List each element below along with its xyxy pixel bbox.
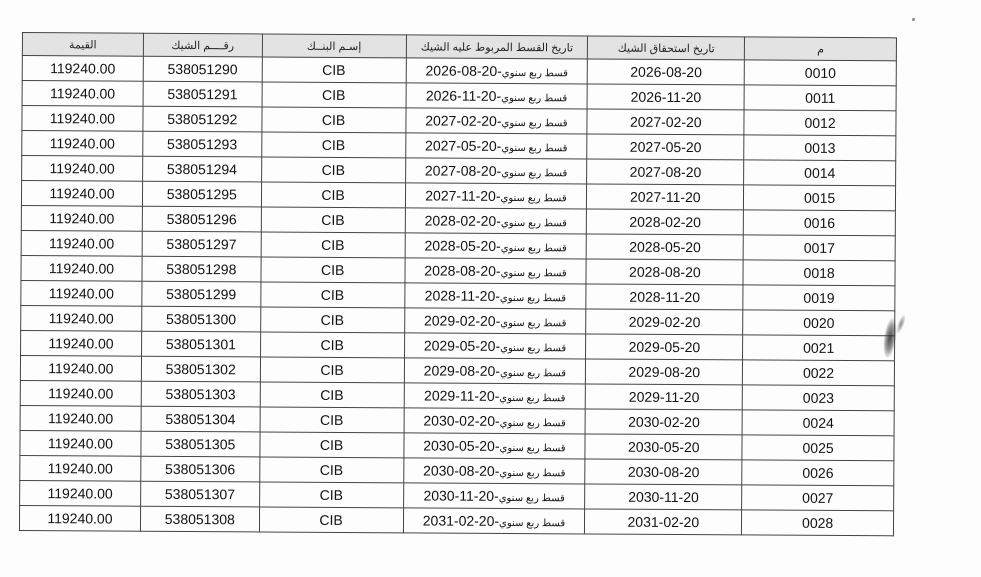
cell-value: 119240.00 — [21, 181, 142, 207]
cell-sequence: 0027 — [742, 485, 894, 511]
cell-due-date: 2029-11-20 — [586, 384, 743, 410]
cell-sequence: 0016 — [744, 210, 896, 236]
cell-bank: CIB — [261, 132, 405, 158]
cell-bank: CIB — [261, 257, 405, 283]
installment-date: 2027-02-20 — [425, 112, 497, 129]
installment-type: قسط ربع سنوي — [500, 192, 567, 205]
cell-value: 119240.00 — [21, 205, 142, 231]
installment-type: قسط ربع سنوي — [499, 392, 566, 405]
cell-installment — [404, 308, 586, 334]
installment-date: 2026-11-20 — [425, 87, 497, 104]
installment-date: 2029-08-20 — [423, 362, 496, 379]
cell-due-date: 2028-08-20 — [586, 259, 743, 285]
cell-cheque-number: 538051298 — [142, 256, 261, 282]
table-body — [19, 56, 896, 536]
installment-date: 2029-02-20 — [423, 312, 496, 329]
cell-cheque-number: 538051300 — [142, 306, 261, 332]
cell-installment — [404, 258, 586, 284]
installment-separator: - — [494, 437, 500, 454]
cell-due-date: 2030-08-20 — [585, 459, 742, 485]
cell-bank: CIB — [262, 82, 406, 108]
installment-type: قسط ربع سنوي — [499, 442, 566, 455]
installment-separator: - — [494, 487, 499, 504]
cell-sequence: 0025 — [742, 435, 894, 461]
cell-cheque-number: 538051308 — [140, 506, 259, 532]
cell-bank: CIB — [260, 382, 404, 408]
cell-cheque-number: 538051296 — [142, 206, 261, 232]
cell-value: 119240.00 — [22, 131, 143, 157]
installment-date: 2030-08-20 — [423, 462, 495, 479]
installment-date: 2027-08-20 — [424, 162, 497, 179]
installment-date: 2028-02-20 — [424, 212, 497, 229]
cell-bank: CIB — [261, 207, 405, 233]
cell-bank: CIB — [260, 432, 404, 458]
installment-type: قسط ربع سنوي — [500, 267, 567, 280]
installment-type: قسط ربع سنوي — [500, 317, 567, 330]
cell-bank: CIB — [261, 232, 405, 258]
cell-value: 119240.00 — [19, 505, 140, 531]
installment-type: قسط ربع سنوي — [501, 92, 568, 105]
cell-due-date: 2029-08-20 — [586, 359, 743, 385]
cell-value: 119240.00 — [20, 480, 141, 506]
installment-type: قسط ربع سنوي — [501, 167, 568, 180]
cell-due-date: 2027-02-20 — [587, 109, 744, 135]
installment-date: 2028-11-20 — [424, 287, 496, 304]
installment-separator: - — [496, 112, 502, 129]
installment-separator: - — [494, 387, 500, 404]
cell-installment — [403, 483, 585, 509]
cell-installment — [406, 58, 588, 84]
cell-due-date: 2026-08-20 — [588, 59, 745, 85]
cell-value: 119240.00 — [21, 255, 142, 281]
installment-separator: - — [496, 212, 501, 229]
installment-type: قسط ربع سنوي — [499, 517, 566, 530]
cell-sequence: 0015 — [744, 185, 896, 211]
cell-bank: CIB — [260, 407, 404, 433]
header-due-date: تاريخ استحقاق الشيك — [588, 36, 745, 60]
cell-sequence: 0017 — [743, 235, 895, 261]
cell-installment — [404, 383, 586, 409]
installment-date: 2027-11-20 — [425, 187, 496, 204]
cell-cheque-number: 538051299 — [142, 281, 261, 307]
installment-separator: - — [496, 162, 502, 179]
cell-sequence: 0020 — [743, 310, 895, 336]
cell-bank: CIB — [262, 107, 406, 133]
cell-value: 119240.00 — [20, 355, 141, 381]
cell-cheque-number: 538051302 — [141, 356, 260, 382]
cell-cheque-number: 538051307 — [140, 481, 259, 507]
installment-separator: - — [496, 137, 502, 154]
cell-cheque-number: 538051304 — [141, 406, 260, 432]
installment-separator: - — [494, 462, 500, 479]
cell-cheque-number: 538051290 — [143, 56, 262, 82]
cell-installment — [403, 508, 585, 534]
cell-installment — [404, 333, 586, 359]
installment-separator: - — [496, 87, 502, 104]
cell-due-date: 2029-05-20 — [586, 334, 743, 360]
cell-cheque-number: 538051303 — [141, 381, 260, 407]
installment-separator: - — [494, 512, 500, 529]
cell-value: 119240.00 — [20, 380, 141, 406]
cell-sequence: 0018 — [743, 260, 895, 286]
cell-due-date: 2029-02-20 — [586, 309, 743, 335]
cell-installment — [403, 433, 585, 459]
cell-bank: CIB — [259, 482, 403, 508]
cell-sequence: 0011 — [744, 85, 896, 111]
cell-sequence: 0021 — [743, 335, 895, 361]
cell-value: 119240.00 — [22, 81, 143, 107]
cell-installment — [404, 358, 586, 384]
cell-sequence: 0014 — [744, 160, 896, 186]
cell-installment — [405, 133, 587, 159]
cell-bank: CIB — [260, 332, 404, 358]
cheque-schedule-table — [19, 32, 897, 536]
installment-date: 2026-08-20 — [425, 62, 498, 79]
cell-value: 119240.00 — [20, 405, 141, 431]
cell-installment — [405, 208, 587, 234]
cell-installment — [405, 108, 587, 134]
installment-date: 2030-02-20 — [423, 412, 496, 429]
installment-date: 2028-08-20 — [424, 262, 496, 279]
cell-value: 119240.00 — [21, 305, 142, 331]
cell-due-date: 2031-02-20 — [585, 509, 742, 535]
cell-sequence: 0012 — [744, 110, 896, 136]
installment-date: 2029-11-20 — [424, 387, 495, 404]
ink-smudge-small — [895, 314, 907, 335]
cell-cheque-number: 538051305 — [141, 431, 260, 457]
cell-due-date: 2028-05-20 — [587, 234, 744, 260]
cell-sequence: 0010 — [744, 60, 896, 86]
cell-due-date: 2030-02-20 — [585, 409, 742, 435]
cell-sequence: 0013 — [744, 135, 896, 161]
cell-installment — [405, 158, 587, 184]
table-row — [19, 505, 893, 535]
cell-cheque-number: 538051306 — [141, 456, 260, 482]
cell-cheque-number: 538051291 — [143, 81, 262, 107]
cell-cheque-number: 538051292 — [143, 106, 262, 132]
cell-due-date: 2030-11-20 — [585, 484, 742, 510]
header-installment-date: تاريخ القسط المربوط عليه الشيك — [406, 35, 588, 59]
installment-type: قسط ربع سنوي — [500, 217, 568, 230]
installment-separator: - — [495, 312, 501, 329]
cell-value: 119240.00 — [22, 106, 143, 132]
header-sequence: م — [745, 37, 897, 61]
cell-due-date: 2026-11-20 — [587, 84, 744, 110]
installment-type: قسط ربع سنوي — [498, 492, 565, 505]
cell-value: 119240.00 — [21, 330, 142, 356]
installment-type: قسط ربع سنوي — [499, 292, 567, 305]
cell-bank: CIB — [261, 182, 405, 208]
installment-type: قسط ربع سنوي — [500, 342, 567, 355]
installment-separator: - — [495, 187, 501, 204]
cell-due-date: 2027-11-20 — [587, 184, 744, 210]
installment-separator: - — [495, 287, 500, 304]
cell-bank: CIB — [262, 57, 406, 83]
cell-bank: CIB — [259, 507, 403, 533]
installment-type: قسط ربع سنوي — [499, 467, 566, 480]
cell-due-date: 2028-02-20 — [587, 209, 744, 235]
cell-sequence: 0023 — [742, 385, 894, 411]
installment-type: قسط ربع سنوي — [501, 142, 568, 155]
installment-type: قسط ربع سنوي — [499, 417, 566, 430]
installment-separator: - — [494, 412, 500, 429]
cell-cheque-number: 538051293 — [143, 131, 262, 157]
installment-type: قسط ربع سنوي — [501, 117, 568, 130]
installment-separator: - — [495, 337, 501, 354]
cell-value: 119240.00 — [21, 230, 142, 256]
cell-cheque-number: 538051294 — [142, 156, 261, 182]
installment-date: 2028-05-20 — [424, 237, 497, 254]
installment-separator: - — [495, 262, 501, 279]
cell-installment — [403, 458, 585, 484]
installment-type: قسط ربع سنوي — [501, 67, 568, 80]
cell-sequence: 0019 — [743, 285, 895, 311]
installment-type: قسط ربع سنوي — [499, 367, 567, 380]
installment-separator: - — [495, 362, 501, 379]
cell-sequence: 0024 — [742, 410, 894, 436]
header-cheque-number: رقــــم الشيك — [143, 33, 262, 57]
cell-bank: CIB — [261, 157, 405, 183]
header-bank-name: إسـم البنــك — [262, 34, 406, 58]
cell-cheque-number: 538051295 — [142, 181, 261, 207]
installment-date: 2030-05-20 — [423, 437, 495, 454]
cell-bank: CIB — [260, 307, 404, 333]
installment-date: 2030-11-20 — [423, 487, 495, 504]
cell-installment — [405, 183, 587, 209]
cell-cheque-number: 538051301 — [141, 331, 260, 357]
cell-due-date: 2028-11-20 — [586, 284, 743, 310]
cell-bank: CIB — [260, 357, 404, 383]
cell-bank: CIB — [259, 457, 403, 483]
installment-date: 2031-02-20 — [422, 512, 495, 529]
cell-value: 119240.00 — [22, 56, 143, 82]
installment-date: 2029-05-20 — [423, 337, 496, 354]
cell-installment — [405, 233, 587, 259]
cell-sequence: 0028 — [742, 510, 894, 536]
cell-sequence: 0022 — [743, 360, 895, 386]
cell-value: 119240.00 — [20, 455, 141, 481]
cell-value: 119240.00 — [20, 430, 141, 456]
cell-value: 119240.00 — [21, 280, 142, 306]
scan-speck — [912, 18, 915, 21]
header-value: القيمة — [22, 33, 143, 57]
cell-sequence: 0026 — [742, 460, 894, 486]
cell-installment — [406, 83, 588, 109]
installment-date: 2027-05-20 — [425, 137, 497, 154]
cell-installment — [404, 283, 586, 309]
installment-separator: - — [496, 237, 501, 254]
cell-bank: CIB — [261, 282, 405, 308]
cell-due-date: 2027-05-20 — [587, 134, 744, 160]
installment-separator: - — [497, 62, 502, 79]
cell-cheque-number: 538051297 — [142, 231, 261, 257]
cell-installment — [404, 408, 586, 434]
cell-value: 119240.00 — [22, 156, 143, 182]
cell-due-date: 2027-08-20 — [587, 159, 744, 185]
installment-type: قسط ربع سنوي — [500, 242, 567, 255]
cell-due-date: 2030-05-20 — [585, 434, 742, 460]
